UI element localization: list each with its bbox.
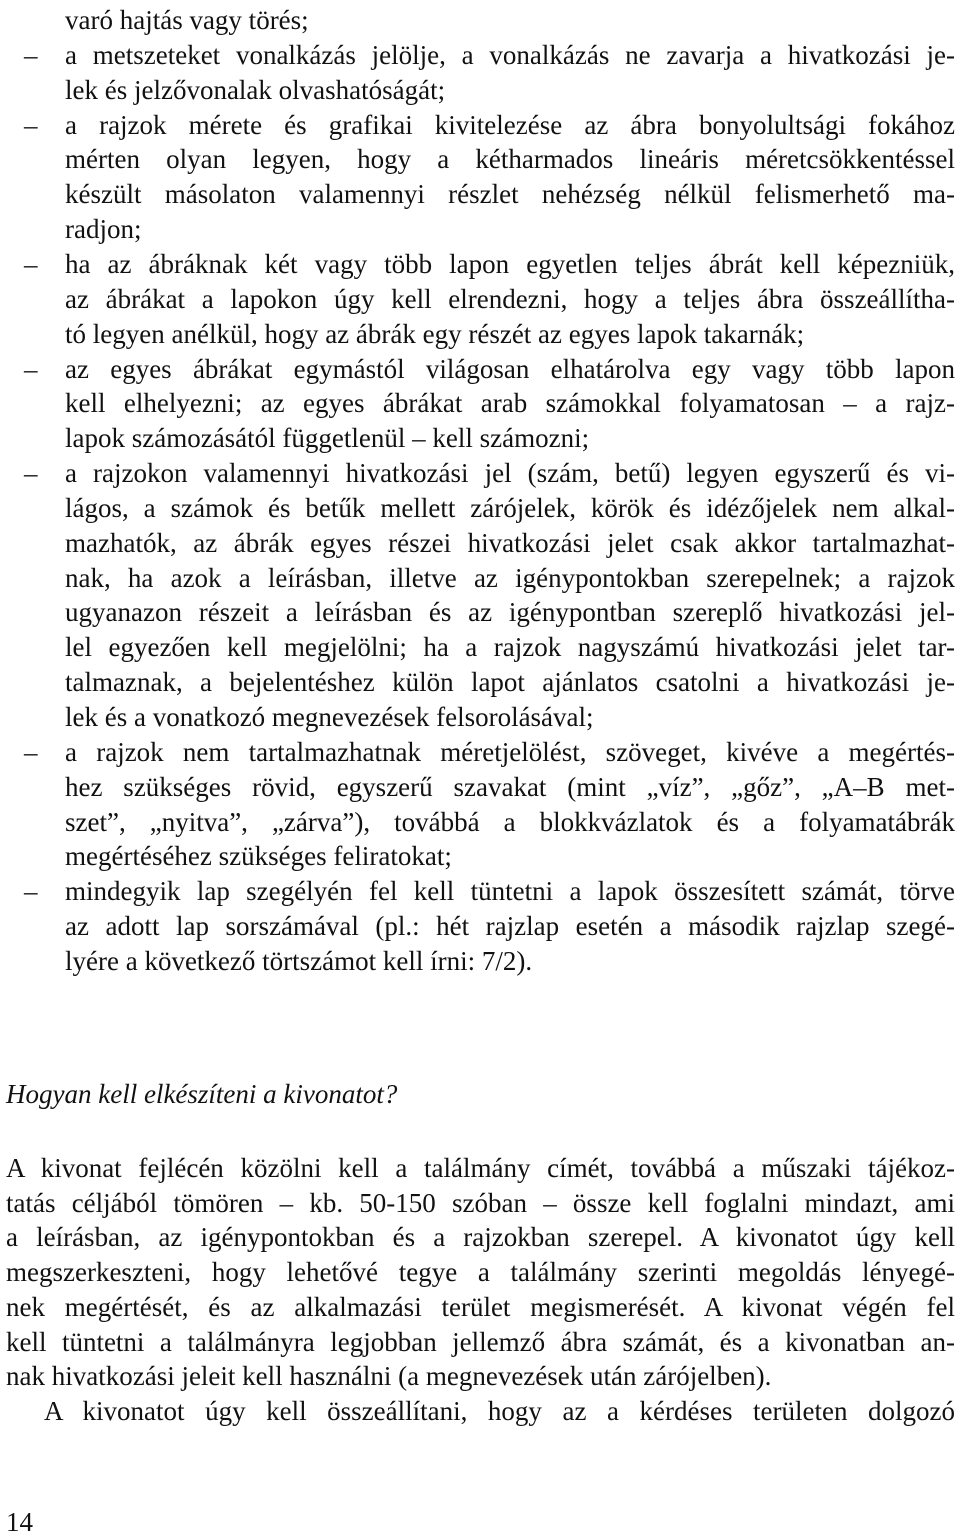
list-line: mérten olyan legyen, hogy a kétharmados lineáris méretcsökkentéssel: [65, 144, 955, 175]
list-line: lyére a következő törtszámot kell írni: 7/2).: [65, 945, 533, 976]
list-dash: –: [24, 736, 38, 767]
list-line: lel egyezően kell megjelölni; ha a rajzok nagyszámú hivatkozási jelet tar-: [65, 632, 955, 663]
list-dash: –: [24, 876, 38, 907]
page-number: 14: [6, 1507, 33, 1537]
list-line: lapok számozásától függetlenül – kell számozni;: [65, 423, 590, 454]
list-line: varó hajtás vagy törés;: [65, 5, 309, 35]
list-line: a metszeteket vonalkázás jelölje, a vonalkázás ne zavarja a hivatkozási je-: [65, 39, 955, 70]
list-line: nak, ha azok a leírásban, illetve az igénypontokban szerepelnek; a rajzok: [65, 562, 955, 593]
list-line: mazhatók, az ábrák egyes részei hivatkozási jelet csak akkor tartalmazhat-: [65, 527, 955, 558]
list-line: az adott lap sorszámával (pl.: hét rajzlap esetén a második rajzlap szegé-: [65, 911, 955, 942]
list-line: az egyes ábrákat egymástól világosan elhatárolva egy vagy több lapon: [65, 353, 955, 384]
list-line: megértéséhez szükséges feliratokat;: [65, 841, 452, 872]
list-line: a rajzokon valamennyi hivatkozási jel (szám, betű) legyen egyszerű és vi-: [65, 458, 955, 489]
paragraph-line: nak hivatkozási jeleit kell használni (a megnevezések után zárójelben).: [6, 1361, 772, 1392]
paragraph-line: megszerkeszteni, hogy lehetővé tegye a találmány szerinti megoldás lényegé-: [6, 1257, 955, 1288]
list-line: radjon;: [65, 214, 142, 245]
paragraph-line: A kivonatot úgy kell összeállítani, hogy az a kérdéses területen dolgozó: [44, 1395, 955, 1426]
paragraph-line: A kivonat fejlécén közölni kell a találmány címét, továbbá a műszaki tájékoz-: [6, 1153, 955, 1183]
list-line: ugyanazon részeit a leírásban és az igénypontban szereplő hivatkozási jel-: [65, 597, 955, 628]
list-line: lek és a vonatkozó megnevezések felsorolásával;: [65, 702, 594, 732]
paragraph-line: nek megértését, és az alkalmazási terület megismerését. A kivonat végén fel: [6, 1291, 955, 1322]
list-line: ha az ábráknak két vagy több lapon egyetlen teljes ábrát kell képezniük,: [65, 248, 955, 279]
list-line: szet”, „nyitva”, „zárva”), továbbá a blokkvázlatok és a folyamatábrák: [65, 806, 955, 837]
list-dash: –: [24, 109, 38, 140]
list-line: lek és jelzővonalak olvashatóságát;: [65, 74, 446, 105]
list-dash: –: [24, 39, 38, 70]
list-line: mindegyik lap szegélyén fel kell tüntetni a lapok összesített számát, törve: [65, 876, 955, 907]
list-dash: –: [24, 458, 38, 489]
list-line: az ábrákat a lapokon úgy kell elrendezni, hogy a teljes ábra összeállítha-: [65, 283, 955, 314]
list-dash: –: [24, 248, 38, 279]
list-dash: –: [24, 353, 38, 384]
list-line: tó legyen anélkül, hogy az ábrák egy részét az egyes lapok takarnák;: [65, 318, 805, 349]
list-line: készült másolaton valamennyi részlet nehézség nélkül felismerhető ma-: [65, 179, 955, 210]
list-line: a rajzok mérete és grafikai kivitelezése az ábra bonyolultsági fokához: [65, 109, 955, 140]
list-line: a rajzok nem tartalmazhatnak méretjelölést, szöveget, kivéve a megértés-: [65, 736, 955, 767]
paragraph-line: a leírásban, az igénypontokban és a rajzokban szerepel. A kivonatot úgy kell: [6, 1222, 955, 1253]
list-line: kell elhelyezni; az egyes ábrákat arab számokkal folyamatosan – a rajz-: [65, 388, 955, 419]
paragraph-line: tatás céljából tömören – kb. 50-150 szóban – össze kell foglalni mindazt, ami: [6, 1187, 955, 1218]
list-line: talmaznak, a bejelentéshez külön lapot ajánlatos csatolni a hivatkozási je-: [65, 667, 955, 698]
list-line: lágos, a számok és betűk mellett zárójelek, körök és idézőjelek nem alkal-: [65, 492, 955, 523]
list-line: hez szükséges rövid, egyszerű szavakat (mint „víz”, „gőz”, „A–B met-: [65, 771, 955, 802]
paragraph-line: kell tüntetni a találmányra legjobban jellemző ábra számát, és a kivonatban an-: [6, 1326, 955, 1357]
section-heading: Hogyan kell elkészíteni a kivonatot?: [6, 1079, 398, 1109]
